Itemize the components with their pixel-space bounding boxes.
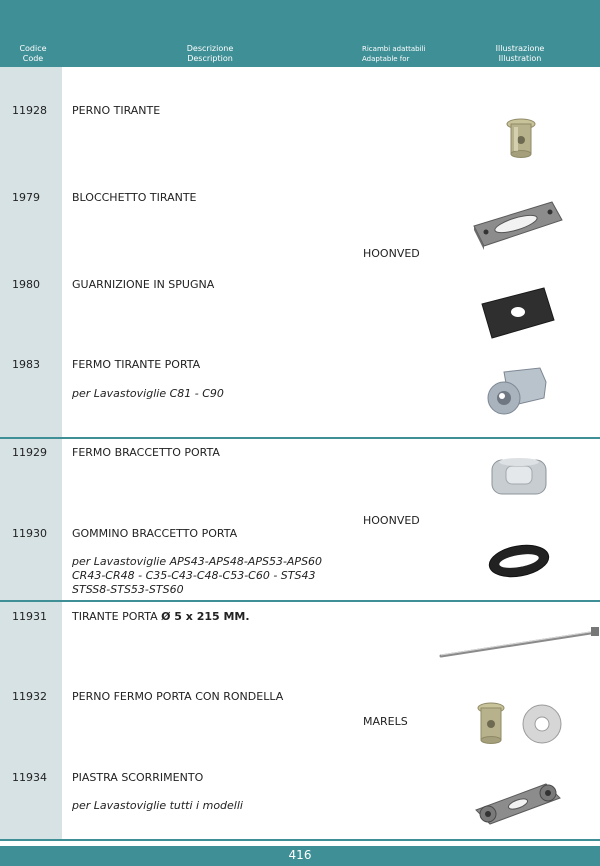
item-description: GUARNIZIONE IN SPUGNA (72, 278, 215, 291)
sponge-gasket-illustration (480, 286, 556, 340)
item-description: PERNO FERMO PORTA CON RONDELLA (72, 690, 284, 703)
header-illustration (478, 44, 562, 64)
header-illustration-it: Illustrazione (495, 44, 545, 53)
item-description-text: TIRANTE PORTA (72, 610, 162, 623)
item-code: 1979 (12, 191, 40, 204)
item-code: 11934 (12, 771, 47, 784)
item-note: per Lavastoviglie tutti i modelli (72, 799, 243, 812)
group-separator (0, 600, 600, 602)
item-description (72, 610, 250, 623)
item-note-line: STSS8-STS53-STS60 (72, 583, 184, 596)
group-separator (0, 839, 600, 841)
item-note: per Lavastoviglie C81 - C90 (72, 387, 224, 400)
header-description (150, 44, 270, 64)
table-header (0, 38, 600, 67)
header-adaptable-en: Adaptable for (362, 55, 410, 63)
item-note-line: per Lavastoviglie APS43-APS48-APS53-APS60 (72, 555, 323, 568)
page-number: 416 (288, 848, 312, 862)
door-arm-stop-illustration (488, 452, 550, 502)
item-code: 11932 (12, 690, 47, 703)
item-description: FERMO TIRANTE PORTA (72, 358, 201, 371)
group-separator (0, 437, 600, 439)
item-description: PIASTRA SCORRIMENTO (72, 771, 204, 784)
item-code: 11929 (12, 446, 47, 459)
item-note-line: CR43-CR48 - C35-C43-C48-C53-C60 - STS43 (72, 569, 316, 582)
door-stop-illustration (484, 366, 550, 420)
item-code: 11928 (12, 104, 47, 117)
item-code: 1983 (12, 358, 40, 371)
adaptable-brand: HOONVED (363, 514, 420, 527)
header-description-it: Descrizione (186, 44, 234, 53)
item-dimension: Ø 5 x 215 MM. (161, 610, 250, 623)
item-code: 11930 (12, 527, 47, 540)
item-code: 11931 (12, 610, 47, 623)
item-description: FERMO BRACCETTO PORTA (72, 446, 220, 459)
top-banner (0, 0, 600, 38)
sliding-plate-illustration (472, 780, 564, 828)
item-description: PERNO TIRANTE (72, 104, 161, 117)
header-description-en: Description (187, 54, 233, 63)
header-code-en: Code (22, 54, 44, 63)
header-adaptable-it: Ricambi adattabili (362, 45, 426, 53)
header-code (10, 44, 56, 64)
adaptable-brand: HOONVED (363, 247, 420, 260)
block-illustration (472, 198, 564, 250)
door-rod-illustration (437, 624, 600, 664)
item-code: 1980 (12, 278, 40, 291)
item-description: GOMMINO BRACCETTO PORTA (72, 527, 238, 540)
item-description: BLOCCHETTO TIRANTE (72, 191, 197, 204)
header-code-it: Codice (19, 44, 47, 53)
header-illustration-en: Illustration (498, 54, 542, 63)
pin-washer-illustration (474, 702, 564, 748)
pin-illustration (503, 117, 539, 161)
adaptable-brand: MARELS (363, 715, 408, 728)
header-adaptable (362, 44, 442, 64)
rubber-bushing-illustration (486, 540, 552, 582)
